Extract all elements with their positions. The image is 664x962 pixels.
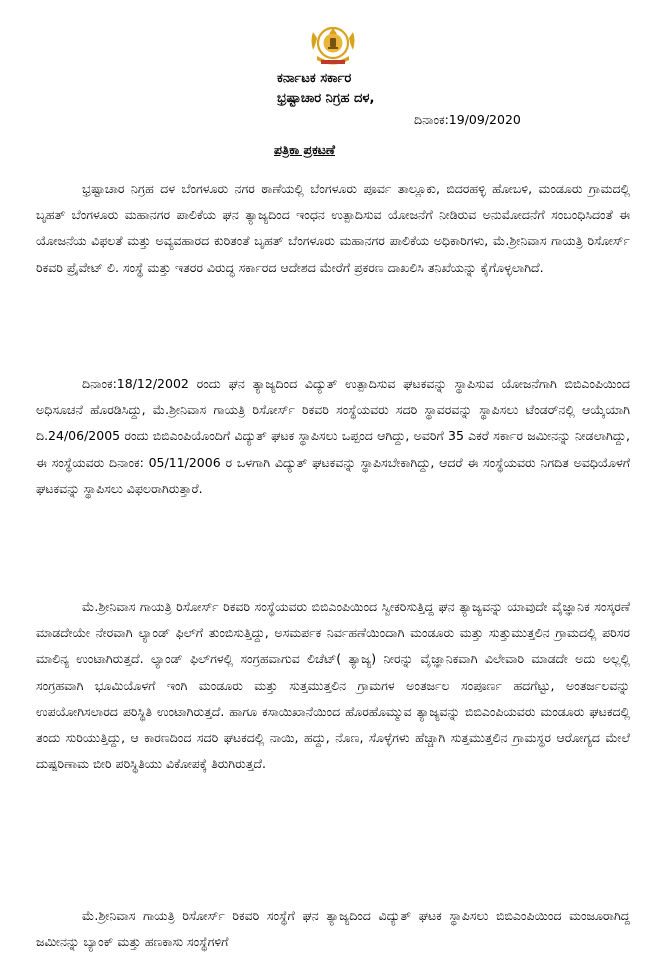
paragraph-3: ಮೆ.ಶ್ರೀನಿವಾಸ ಗಾಯತ್ರಿ ರಿಸೋರ್ಸ್ ರಿಕವರಿ ಸಂಸ್ಥೆಯವರು ಬಿಬಿಎಂಪಿಯಿಂದ ಸ್ವೀಕರಿಸುತ್ತಿದ್ದ ಘನ ತ್ಯಾಜ್ಯವನ್ನು ಯಾವುದೇ ವೈಜ್ಞಾನಿಕ ಸಂಸ್ಕರಣೆ ಮಾಡದೇಯೇ ನೇರವಾಗಿ ಲ್ಯಾಂಡ್ ಫಿಲ್‌ಗೆ ತುಂಬಿಸುತ್ತಿದ್ದು, ಅಸಮರ್ಪಕ ನಿರ್ವಹಣೆಯಿಂದಾಗಿ ಮಂಡೂರು ಮತ್ತು ಸುತ್ತುಮುತ್ತಲಿನ ಗ್ರಾಮದಲ್ಲಿ ಪರಿಸರ ಮಾಲಿನ್ಯ ಉಂಟಾಗಿರುತ್ತದೆ. ಲ್ಯಾಂಡ್ ಫಿಲ್‌ಗಳಲ್ಲಿ ಸಂಗ್ರಹವಾಗುವ ಲಿಚೆಟ್( ತ್ಯಾಜ್ಯ) ನೀರನ್ನು ವೈಜ್ಞಾನಿಕವಾಗಿ ವಿಲೇವಾರಿ ಮಾಡದೇ ಅದು ಅಲ್ಲಲ್ಲಿ ಸಂಗ್ರಹವಾಗಿ ಭೂಮಿಯೊಳಗೆ ಇಂಗಿ ಮಂಡೂರು ಮತ್ತು ಸುತ್ತಮುತ್ತಲಿನ ಗ್ರಾಮಗಳ ಅಂತರ್ಜಲ ಸಂಪೂರ್ಣ ಹದಗೆಟ್ಟು, ಅಂತರ್ಜಲವನ್ನು ಉಪಯೋಗಿಸಲಾರದ ಪರಿಸ್ಥಿತಿ ಉಂಟಾಗಿರುತ್ತದೆ. ಹಾಗೂ ಕಸಾಯಿಖಾನೆಯಿಂದ ಹೊರಹೊಮ್ಮುವ ತ್ಯಾಜ್ಯವನ್ನು ಬಿಬಿಎಂಪಿಯವರು ಮಂಡೂರು ಘಟಕದಲ್ಲಿ ತಂದು ಸುರಿಯುತ್ತಿದ್ದು, ಆ ಕಾರಣದಿಂದ ಸದರಿ ಘಟಕದಲ್ಲಿ ನಾಯಿ, ಹದ್ದು, ನೊಣ, ಸೊಳ್ಳೆಗಳು ಹೆಚ್ಚಾಗಿ ಸುತ್ತಮುತ್ತಲಿನ ಗ್ರಾಮಸ್ಥರ ಆರೋಗ್ಯದ ಮೇಲೆ ದುಷ್ಪರಿಣಾಮ ಬೀರಿ ಪರಿಸ್ಥಿತಿಯು ವಿಕೋಪಕ್ಕೆ ತಿರುಗಿರುತ್ತದೆ.: [36, 599, 630, 772]
document-title: ಪತ್ರಿಕಾ ಪ್ರಕಟಣೆ: [274, 142, 336, 157]
paragraph-2: ದಿನಾಂಕ:18/12/2002 ರಂದು ಘನ ತ್ಯಾಜ್ಯದಿಂದ ವಿದ್ಯುತ್ ಉತ್ಪಾದಿಸುವ ಘಟಕವನ್ನು ಸ್ಥಾಪಿಸುವ ಯೋಜನೆಗಾಗಿ ಬಿಬಿಎಂಪಿಯಿಂದ ಅಧಿಸೂಚನೆ ಹೊರಡಿಸಿದ್ದು, ಮೆ.ಶ್ರೀನಿವಾಸ ಗಾಯತ್ರಿ ರಿಸೋರ್ಸ್ ರಿಕವರಿ ಸಂಸ್ಥೆಯವರು ಸದರಿ ಸ್ಥಾವರವನ್ನು ಸ್ಥಾಪಿಸಲು ಟೆಂಡರ್‌ನಲ್ಲಿ ಆಯ್ಕೆಯಾಗಿ ದಿ.24/06/2005 ರಂದು ಬಿಬಿಎಂಪಿಯೊಂದಿಗೆ ವಿದ್ಯುತ್ ಘಟಕ ಸ್ಥಾಪಿಸಲು ಒಪ್ಪಂದ ಆಗಿದ್ದು, ಅವರಿಗೆ 35 ಎಕರೆ ಸರ್ಕಾರ ಜಮೀನನ್ನು ನೀಡಲಾಗಿದ್ದು, ಈ ಸಂಸ್ಥೆಯವರು ದಿನಾಂಕ: 05/11/2006 ರ ಒಳಗಾಗಿ ವಿದ್ಯುತ್ ಘಟಕವನ್ನು ಸ್ಥಾಪಿಸಬೇಕಾಗಿದ್ದು, ಆದರೆ ಈ ಸಂಸ್ಥೆಯವರು ನಿಗದಿತ ಅವಧಿಯೊಳಗೆ ಘಟಕವನ್ನು ಸ್ಥಾಪಿಸಲು ವಿಫಲರಾಗಿರುತ್ತಾರೆ.: [36, 376, 630, 496]
government-name: ಕರ್ನಾಟಕ ಸರ್ಕಾರ: [277, 71, 352, 86]
karnataka-govt-emblem-icon: [307, 20, 359, 70]
department-name: ಭ್ರಷ್ಟಾಚಾರ ನಿಗ್ರಹ ದಳ,: [277, 91, 375, 106]
paragraph-4: ಮೆ.ಶ್ರೀನಿವಾಸ ಗಾಯತ್ರಿ ರಿಸೋರ್ಸ್ ರಿಕವರಿ ಸಂಸ್ಥೆಗೆ ಘನ ತ್ಯಾಜ್ಯದಿಂದ ವಿದ್ಯುತ್ ಘಟಕ ಸ್ಥಾಪಿಸಲು ಬಿಬಿಎಂಪಿಯಿಂದ ಮಂಜೂರಾಗಿದ್ದ ಜಮೀನನ್ನು ಬ್ಯಾಂಕ್ ಮತ್ತು ಹಣಕಾಸು ಸಂಸ್ಥೆಗಳಿಗೆ: [36, 908, 630, 950]
paragraph-1: ಭ್ರಷ್ಟಾಚಾರ ನಿಗ್ರಹ ದಳ ಬೆಂಗಳೂರು ನಗರ ಠಾಣೆಯಲ್ಲಿ ಬೆಂಗಳೂರು ಪೂರ್ವ ತಾಲ್ಲೂಕು, ಬಿದರಹಳ್ಳಿ ಹೋಬಳಿ, ಮಂಡೂರು ಗ್ರಾಮದಲ್ಲಿ ಬೃಹತ್ ಬೆಂಗಳೂರು ಮಹಾನಗರ ಪಾಲಿಕೆಯ ಘನ ತ್ಯಾಜ್ಯದಿಂದ ಇಂಧನ ಉತ್ಪಾದಿಸುವ ಯೋಜನೆಗೆ ನೀಡಿರುವ ಅನುಮೋದನೆಗೆ ಸಂಬಂಧಿಸಿದಂತೆ ಈ ಯೋಜನೆಯ ವಿಫಲತೆ ಮತ್ತು ಅವ್ಯವಹಾರದ ಕುರಿತಂತೆ ಬೃಹತ್ ಬೆಂಗಳೂರು ಮಹಾನಗರ ಪಾಲಿಕೆಯ ಅಧಿಕಾರಿಗಳು, ಮೆ.ಶ್ರೀನಿವಾಸ ಗಾಯತ್ರಿ ರಿಸೋರ್ಸ್ ರಿಕವರಿ ಪ್ರೈವೇಟ್ ಲಿ. ಸಂಸ್ಥೆ ಮತ್ತು ಇತರರ ವಿರುದ್ಧ ಸರ್ಕಾರದ ಆದೇಶದ ಮೇರೆಗೆ ಪ್ರಕರಣ ದಾಖಲಿಸಿ ತನಿಖೆಯನ್ನು ಕೈಗೊಳ್ಳಲಾಗಿದೆ.: [36, 181, 630, 275]
release-date: ದಿನಾಂಕ:19/09/2020: [414, 112, 521, 127]
